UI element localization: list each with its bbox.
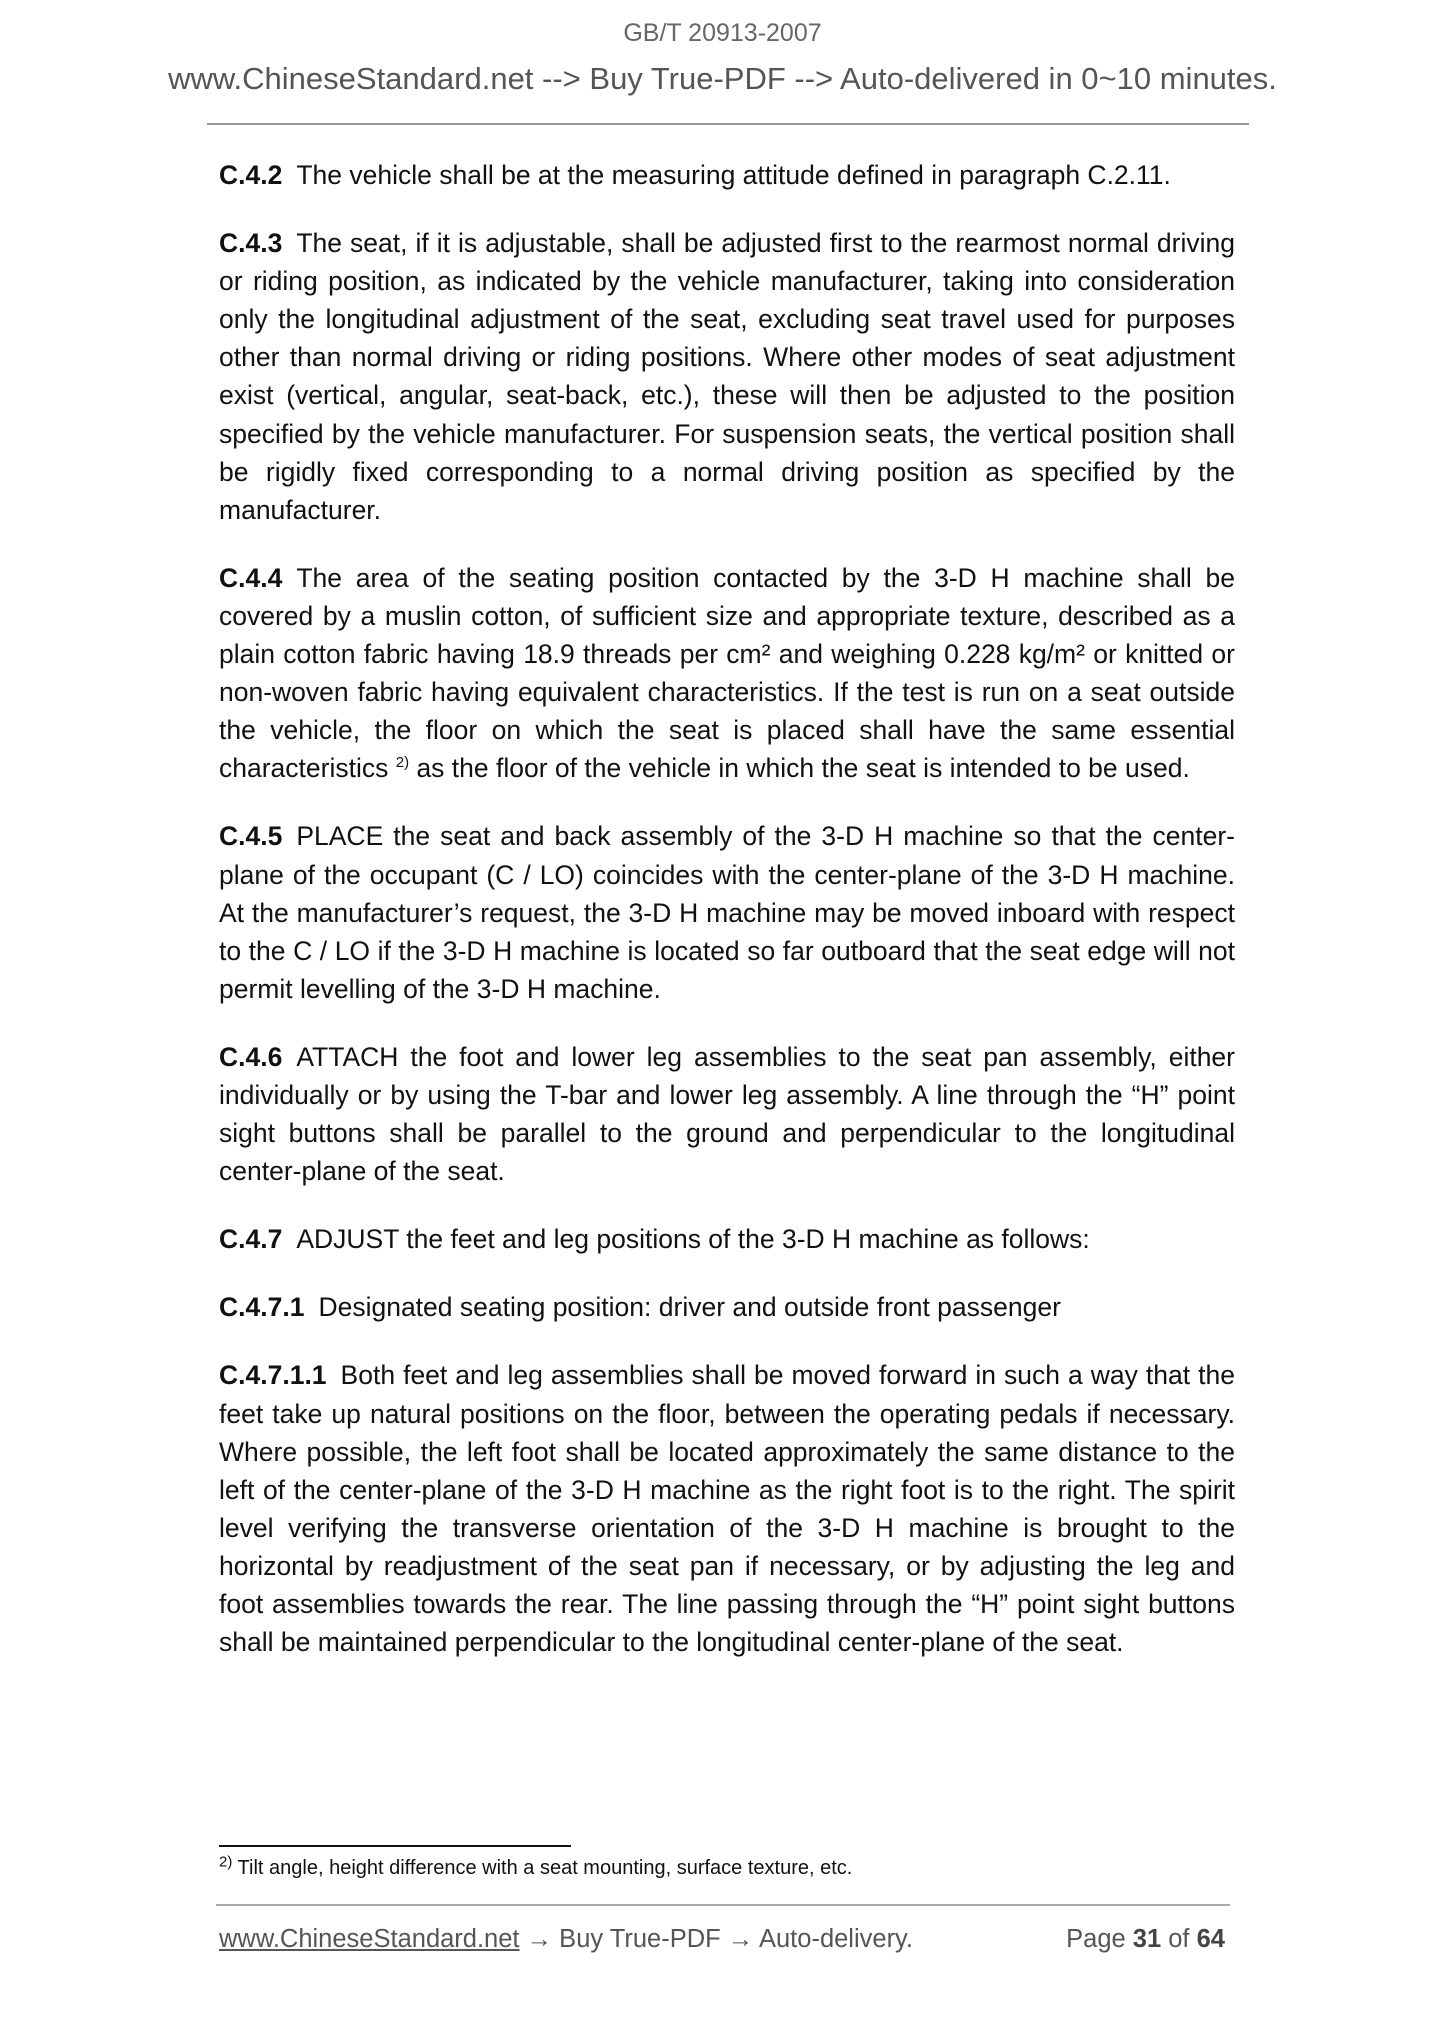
clause-text-cont: as the floor of the vehicle in which the seat is intended to be used.: [409, 753, 1190, 784]
clause-text: ADJUST the feet and leg positions of the 3-D H machine as follows:: [296, 1224, 1090, 1255]
standard-number: GB/T 20913-2007: [623, 19, 822, 47]
page-total: 64: [1196, 1925, 1225, 1953]
clause-number: C.4.5: [219, 821, 283, 852]
clause-text: ATTACH the foot and lower leg assemblies to the seat pan assembly, either individually or by using the T-bar and lower leg assembly. A line through the “H” point sight buttons shall be parallel to the ground and perpendicular to the longitudinal center-plane of the seat.: [219, 1041, 1235, 1187]
clause-number: C.4.4: [219, 562, 283, 593]
page-indicator: [1066, 1925, 1225, 1954]
clause-text: Designated seating position: driver and outside front passenger: [318, 1292, 1061, 1323]
footer-promo: [219, 1925, 913, 1954]
clause-text: PLACE the seat and back assembly of the 3-D H machine so that the center-plane of the occupant (C / LO) coincides with the center-plane of the 3-D H machine. At the manufacturer’s request, the 3-D H machine may be moved inboard with respect to the C / LO if the 3-D H machine is located so far outboard that the seat edge will not permit levelling of the 3-D H machine.: [219, 821, 1235, 1004]
clause-number: C.4.6: [219, 1041, 283, 1072]
page-label: Page: [1066, 1925, 1126, 1953]
header-banner: www.ChineseStandard.net --> Buy True-PDF --> Auto-delivered in 0~10 minutes.: [168, 61, 1277, 96]
footnote-text: Tilt angle, height difference with a seat mounting, surface texture, etc.: [237, 1857, 853, 1879]
clause-text: The vehicle shall be at the measuring attitude defined in paragraph C.2.11.: [296, 160, 1171, 190]
of-label: of: [1168, 1925, 1190, 1953]
clause-number: C.4.7.1: [219, 1292, 305, 1323]
footer-site-link[interactable]: www.ChineseStandard.net: [219, 1925, 520, 1953]
clause-number: C.4.2: [219, 160, 283, 190]
clause-c-4-6: [219, 1038, 1235, 1190]
clause-c-4-7-1-1: [219, 1356, 1235, 1661]
footer-promo-text: → Buy True-PDF → Auto-delivery.: [519, 1925, 913, 1953]
clause-c-4-4: [219, 559, 1235, 788]
header-divider: [207, 123, 1249, 125]
footnote-divider: [219, 1845, 571, 1847]
footer-divider: [216, 1904, 1230, 1906]
clause-number: C.4.3: [219, 228, 283, 259]
clause-text: Both feet and leg assemblies shall be moved forward in such a way that the feet take up natural positions on the floor, between the operating pedals if necessary. Where possible, the left foot shall be located approximately the same distance to the left of the center-plane of the 3-D H machine as the right foot is to the right. The spirit level verifying the transverse orientation of the 3-D H machine is brought to the horizontal by readjustment of the seat pan if necessary, or by adjusting the leg and foot assemblies towards the rear. The line passing through the “H” point sight buttons shall be maintained perpendicular to the longitudinal center-plane of the seat.: [219, 1360, 1235, 1658]
page-number: 31: [1132, 1925, 1162, 1953]
clause-number: C.4.7: [219, 1224, 283, 1255]
footnote-ref[interactable]: 2): [395, 754, 410, 772]
clause-c-4-7-1: [219, 1288, 1235, 1326]
document-body: [219, 156, 1235, 1691]
clause-number: C.4.7.1.1: [219, 1360, 327, 1391]
footnote-mark: 2): [219, 1853, 233, 1871]
clause-text: The area of the seating position contacted by the 3-D H machine shall be covered by a muslin cotton, of sufficient size and appropriate texture, described as a plain cotton fabric having 18.9 threads per cm² and weighing 0.228 kg/m² or knitted or non-woven fabric having equivalent characteristics. If the test is run on a seat outside the vehicle, the floor on which the seat is placed shall have the same essential characteristics: [219, 562, 1235, 784]
clause-c-4-5: [219, 817, 1235, 1007]
clause-c-4-3: [219, 224, 1235, 529]
clause-c-4-7: [219, 1220, 1235, 1258]
clause-text: The seat, if it is adjustable, shall be adjusted first to the rearmost normal driving or riding position, as indicated by the vehicle manufacturer, taking into consideration only the longitudinal adjustment of the seat, excluding seat travel used for purposes other than normal driving or riding positions. Where other modes of seat adjustment exist (vertical, angular, seat-back, etc.), these will then be adjusted to the position specified by the vehicle manufacturer. For suspension seats, the vertical position shall be rigidly fixed corresponding to a normal driving position as specified by the manufacturer.: [219, 228, 1235, 525]
footnote: [219, 1853, 853, 1880]
clause-c-4-2: [219, 156, 1235, 194]
